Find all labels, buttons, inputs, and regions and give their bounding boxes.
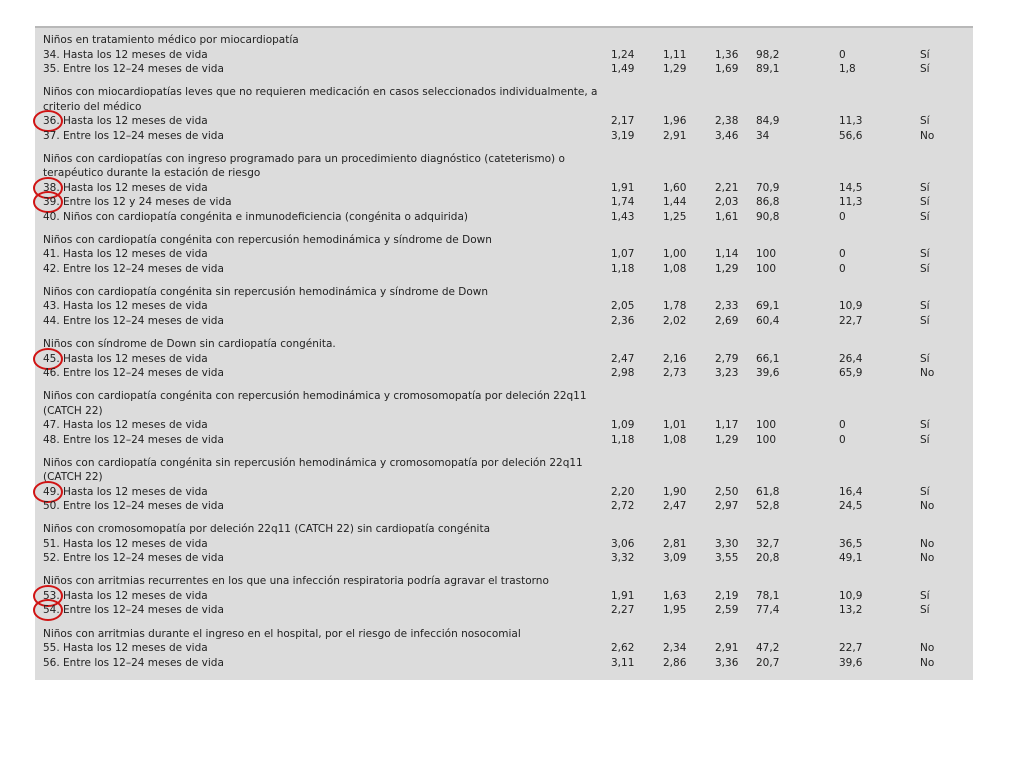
value-pct-2: 0 [839, 248, 846, 261]
table-row [43, 62, 968, 76]
row-label: 39. Entre los 12 y 24 meses de vida [43, 196, 232, 209]
row-label: 48. Entre los 12–24 meses de vida [43, 433, 224, 446]
value-recommend: No [920, 642, 935, 654]
group-header [43, 404, 968, 418]
group-header-text: Niños con arritmias durante el ingreso en el hospital, por el riesgo de infección nosocomial [43, 627, 521, 640]
value-pct-1: 70,9 [756, 181, 780, 194]
value-ci-low: 2,86 [663, 656, 687, 669]
value-pct-1: 60,4 [756, 314, 780, 327]
value-or: 1,91 [611, 181, 635, 194]
value-pct-2: 16,4 [839, 485, 863, 498]
row-label: 41. Hasta los 12 meses de vida [43, 248, 208, 261]
value-recommend: No [920, 500, 935, 513]
group-header [43, 100, 968, 114]
value-pct-2: 56,6 [839, 129, 863, 142]
value-pct-2: 24,5 [839, 500, 863, 513]
group-header-text: Niños con cromosomopatía por deleción 22q11 (CATCH 22) sin cardiopatía congénita [43, 523, 490, 536]
value-recommend: Sí [920, 485, 930, 498]
value-recommend: Sí [920, 604, 930, 617]
value-ci-low: 2,91 [663, 129, 687, 142]
row-label: 51. Hasta los 12 meses de vida [43, 537, 208, 550]
value-or: 3,11 [611, 656, 635, 669]
row-label: 34. Hasta los 12 meses de vida [43, 48, 208, 61]
group-header-text: Niños con cardiopatía congénita con repercusión hemodinámica y cromosomopatía por deleción 22q11 [43, 390, 587, 403]
group-header-text: (CATCH 22) [43, 471, 103, 484]
group-header [43, 285, 968, 299]
value-pct-1: 52,8 [756, 500, 780, 513]
value-ci-low: 1,00 [663, 248, 687, 261]
row-label: 37. Entre los 12–24 meses de vida [43, 129, 224, 142]
table-row [43, 262, 968, 276]
value-or: 3,06 [611, 537, 635, 550]
table-row [43, 210, 968, 224]
table-row [43, 641, 968, 655]
value-or: 2,72 [611, 500, 635, 513]
value-pct-2: 49,1 [839, 552, 863, 565]
value-recommend: No [920, 129, 935, 142]
value-or: 1,49 [611, 63, 635, 75]
value-recommend: Sí [920, 433, 930, 446]
table-row [43, 499, 968, 513]
table-row [43, 537, 968, 551]
value-recommend: No [920, 656, 935, 669]
value-ci-high: 2,33 [715, 300, 739, 313]
value-ci-low: 3,09 [663, 552, 687, 565]
group-header [43, 33, 968, 47]
value-recommend: Sí [920, 300, 930, 313]
value-pct-2: 14,5 [839, 181, 863, 194]
row-label: 50. Entre los 12–24 meses de vida [43, 500, 224, 513]
value-recommend: Sí [920, 63, 930, 75]
group-header-text: Niños con arritmias recurrentes en los que una infección respiratoria podría agravar el trastorno [43, 575, 549, 588]
value-or: 1,09 [611, 419, 635, 432]
row-label: 53. Hasta los 12 meses de vida [43, 589, 208, 602]
value-recommend: Sí [920, 262, 930, 275]
group-header-text: Niños con cardiopatía congénita sin repercusión hemodinámica y síndrome de Down [43, 285, 489, 298]
group-header [43, 627, 968, 641]
value-pct-1: 100 [756, 419, 777, 432]
table-row [43, 418, 968, 432]
row-label: 46. Entre los 12–24 meses de vida [43, 367, 224, 379]
value-ci-low: 2,81 [663, 537, 687, 550]
value-ci-low: 1,44 [663, 196, 687, 209]
value-ci-high: 3,55 [715, 552, 739, 565]
value-ci-high: 3,23 [715, 367, 739, 379]
value-ci-high: 2,97 [715, 500, 739, 513]
value-pct-2: 22,7 [839, 314, 863, 327]
table-row [43, 352, 968, 366]
row-label: 42. Entre los 12–24 meses de vida [43, 262, 224, 275]
group-header-text: (CATCH 22) [43, 404, 103, 417]
table-row [43, 485, 968, 499]
row-label: 45. Hasta los 12 meses de vida [43, 352, 208, 365]
table-row [43, 114, 968, 128]
value-ci-high: 3,30 [715, 537, 739, 550]
value-recommend: Sí [920, 181, 930, 194]
table-row [43, 247, 968, 261]
value-ci-low: 1,60 [663, 181, 687, 194]
value-or: 2,47 [611, 352, 635, 365]
value-or: 2,36 [611, 314, 635, 327]
value-ci-low: 1,25 [663, 210, 687, 223]
group-header-text: Niños con miocardiopatías leves que no requieren medicación en casos seleccionados individualmente, a [43, 86, 598, 99]
table-row [43, 433, 968, 447]
value-pct-1: 89,1 [756, 63, 780, 75]
row-label: 38. Hasta los 12 meses de vida [43, 181, 208, 194]
value-pct-2: 39,6 [839, 656, 863, 669]
value-or: 3,32 [611, 552, 635, 565]
value-ci-low: 1,01 [663, 419, 687, 432]
value-ci-high: 1,17 [715, 419, 739, 432]
value-pct-1: 84,9 [756, 115, 780, 128]
value-ci-high: 2,91 [715, 642, 739, 654]
value-pct-1: 100 [756, 433, 777, 446]
value-pct-1: 78,1 [756, 589, 780, 602]
value-pct-1: 32,7 [756, 537, 780, 550]
value-or: 1,43 [611, 210, 635, 223]
group-header [43, 85, 968, 99]
row-label: 56. Entre los 12–24 meses de vida [43, 656, 224, 669]
table-row [43, 299, 968, 313]
value-ci-high: 1,29 [715, 262, 739, 275]
table-row [43, 48, 968, 62]
value-ci-high: 1,61 [715, 210, 739, 223]
value-ci-high: 2,79 [715, 352, 739, 365]
value-or: 1,18 [611, 262, 635, 275]
value-recommend: Sí [920, 314, 930, 327]
group-header [43, 456, 968, 470]
value-or: 1,07 [611, 248, 635, 261]
row-label: 44. Entre los 12–24 meses de vida [43, 314, 224, 327]
value-ci-high: 3,46 [715, 129, 739, 142]
value-recommend: Sí [920, 248, 930, 261]
group-header-text: Niños con cardiopatías con ingreso programado para un procedimiento diagnóstico (cateterismo) o [43, 152, 565, 165]
value-recommend: Sí [920, 48, 930, 61]
value-recommend: No [920, 367, 935, 379]
table-row [43, 603, 968, 617]
value-ci-low: 1,96 [663, 115, 687, 128]
value-pct-2: 22,7 [839, 642, 863, 654]
value-pct-1: 66,1 [756, 352, 780, 365]
value-ci-low: 1,08 [663, 262, 687, 275]
value-or: 2,62 [611, 642, 635, 654]
value-ci-low: 2,47 [663, 500, 687, 513]
value-ci-high: 1,36 [715, 48, 739, 61]
value-pct-2: 11,3 [839, 196, 863, 209]
value-pct-2: 0 [839, 210, 846, 223]
value-pct-1: 90,8 [756, 210, 780, 223]
value-or: 2,17 [611, 115, 635, 128]
table-row [43, 656, 968, 670]
value-ci-low: 1,95 [663, 604, 687, 617]
group-header-text: Niños con cardiopatía congénita sin repercusión hemodinámica y cromosomopatía por deleción 22q11 [43, 456, 583, 469]
value-pct-2: 11,3 [839, 115, 863, 128]
table-row [43, 181, 968, 195]
value-ci-high: 2,50 [715, 485, 739, 498]
value-recommend: Sí [920, 115, 930, 128]
value-pct-2: 0 [839, 48, 846, 61]
value-recommend: Sí [920, 589, 930, 602]
value-ci-low: 2,02 [663, 314, 687, 327]
value-or: 2,98 [611, 367, 635, 379]
table-row [43, 129, 968, 143]
group-header [43, 233, 968, 247]
value-ci-high: 1,14 [715, 248, 739, 261]
group-header-text: terapéutico durante la estación de riesgo [43, 167, 261, 180]
value-or: 1,24 [611, 48, 635, 61]
value-recommend: Sí [920, 419, 930, 432]
group-header [43, 389, 968, 403]
group-header [43, 470, 968, 484]
value-recommend: Sí [920, 352, 930, 365]
value-or: 2,05 [611, 300, 635, 313]
value-ci-low: 1,63 [663, 589, 687, 602]
value-pct-1: 77,4 [756, 604, 780, 617]
value-pct-1: 20,8 [756, 552, 780, 565]
value-ci-low: 2,16 [663, 352, 687, 365]
group-header [43, 152, 968, 166]
row-label: 55. Hasta los 12 meses de vida [43, 642, 208, 654]
table-row [43, 589, 968, 603]
row-label: 43. Hasta los 12 meses de vida [43, 300, 208, 313]
value-or: 1,74 [611, 196, 635, 209]
value-ci-high: 2,03 [715, 196, 739, 209]
group-header [43, 522, 968, 536]
value-pct-2: 26,4 [839, 352, 863, 365]
value-ci-high: 2,38 [715, 115, 739, 128]
group-header-text: criterio del médico [43, 100, 142, 113]
value-or: 2,27 [611, 604, 635, 617]
value-pct-1: 39,6 [756, 367, 780, 379]
value-ci-high: 1,69 [715, 63, 739, 75]
value-ci-high: 3,36 [715, 656, 739, 669]
value-pct-2: 36,5 [839, 537, 863, 550]
value-pct-1: 61,8 [756, 485, 780, 498]
value-pct-1: 98,2 [756, 48, 780, 61]
table-row [43, 314, 968, 328]
value-pct-2: 13,2 [839, 604, 863, 617]
group-header [43, 166, 968, 180]
value-or: 2,20 [611, 485, 635, 498]
value-or: 1,18 [611, 433, 635, 446]
group-header [43, 574, 968, 588]
group-header-text: Niños con síndrome de Down sin cardiopatía congénita. [43, 338, 336, 350]
value-ci-high: 2,19 [715, 589, 739, 602]
table-row [43, 551, 968, 565]
value-pct-2: 65,9 [839, 367, 863, 379]
value-ci-high: 1,29 [715, 433, 739, 446]
value-ci-high: 2,69 [715, 314, 739, 327]
value-ci-high: 2,59 [715, 604, 739, 617]
value-ci-low: 1,78 [663, 300, 687, 313]
value-or: 1,91 [611, 589, 635, 602]
value-ci-low: 1,29 [663, 63, 687, 75]
value-recommend: Sí [920, 210, 930, 223]
row-label: 49. Hasta los 12 meses de vida [43, 485, 208, 498]
row-label: 54. Entre los 12–24 meses de vida [43, 604, 224, 617]
value-ci-low: 1,11 [663, 48, 687, 61]
row-label: 35. Entre los 12–24 meses de vida [43, 63, 224, 75]
table-row [43, 195, 968, 209]
group-header-text: Niños en tratamiento médico por miocardiopatía [43, 34, 299, 46]
value-pct-1: 47,2 [756, 642, 780, 654]
group-header-text: Niños con cardiopatía congénita con repercusión hemodinámica y síndrome de Down [43, 233, 492, 246]
value-pct-1: 69,1 [756, 300, 780, 313]
value-pct-1: 86,8 [756, 196, 780, 209]
value-pct-1: 34 [756, 129, 770, 142]
table-row [43, 366, 968, 380]
value-recommend: Sí [920, 196, 930, 209]
row-label: 47. Hasta los 12 meses de vida [43, 419, 208, 432]
value-recommend: No [920, 552, 935, 565]
risk-table [35, 28, 973, 682]
row-label: 36. Hasta los 12 meses de vida [43, 115, 208, 128]
value-pct-2: 0 [839, 433, 846, 446]
value-pct-1: 20,7 [756, 656, 780, 669]
value-ci-low: 1,90 [663, 485, 687, 498]
value-pct-2: 1,8 [839, 63, 856, 75]
value-ci-low: 2,34 [663, 642, 687, 654]
group-header [43, 337, 968, 351]
value-pct-1: 100 [756, 248, 777, 261]
value-pct-2: 0 [839, 419, 846, 432]
value-or: 3,19 [611, 129, 635, 142]
value-pct-2: 0 [839, 262, 846, 275]
value-ci-high: 2,21 [715, 181, 739, 194]
value-recommend: No [920, 537, 935, 550]
row-label: 40. Niños con cardiopatía congénita e inmunodeficiencia (congénita o adquirida) [43, 210, 468, 223]
value-pct-2: 10,9 [839, 300, 863, 313]
value-pct-2: 10,9 [839, 589, 863, 602]
value-ci-low: 2,73 [663, 367, 687, 379]
table-sheet [35, 26, 973, 680]
value-pct-1: 100 [756, 262, 777, 275]
value-ci-low: 1,08 [663, 433, 687, 446]
row-label: 52. Entre los 12–24 meses de vida [43, 552, 224, 565]
